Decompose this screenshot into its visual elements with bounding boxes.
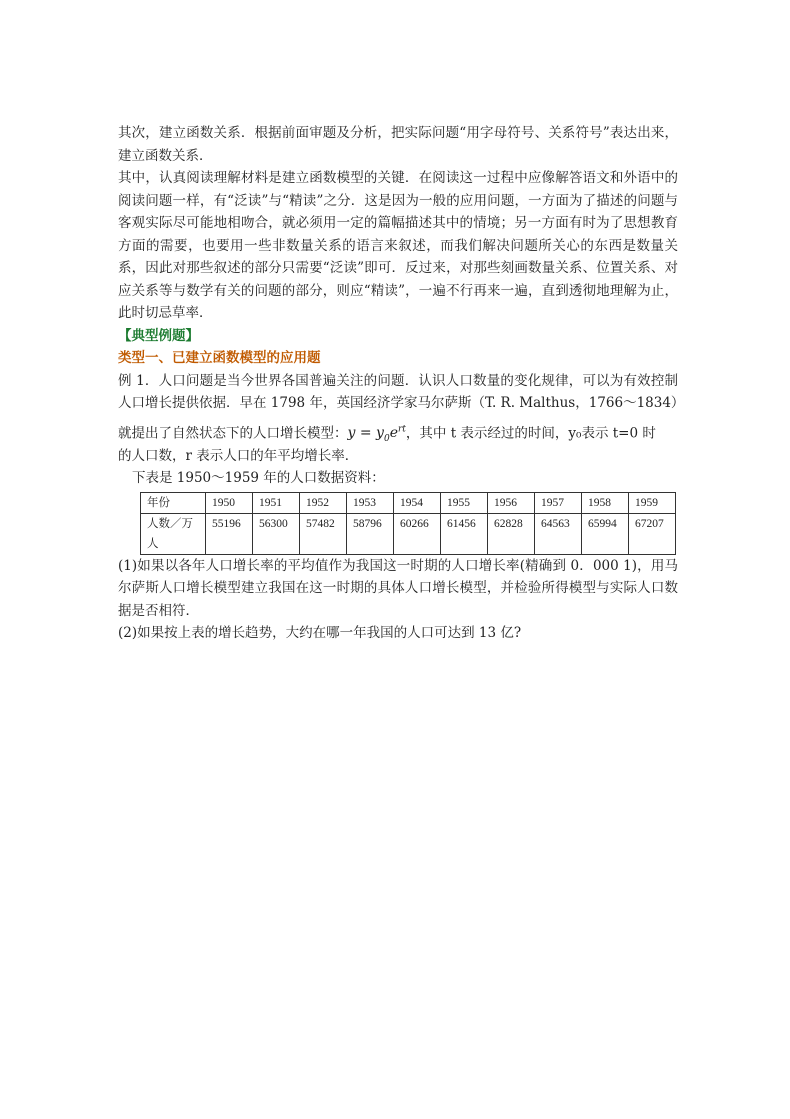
population-table: [140, 492, 676, 555]
table-row-population: [141, 513, 676, 554]
document-page: [118, 122, 685, 645]
table-cell-population: 56300: [253, 513, 300, 554]
table-cell-year: 1955: [441, 492, 488, 513]
paragraph-reading-key: 其中，认真阅读理解材料是建立函数模型的关键．在阅读这一过程中应像解答语文和外语中的阅读问题一样，有“泛读”与“精读”之分．这是因为一般的应用问题，一方面为了描述的问题与客观实际尽可能地相吻合，就必须用一定的篇幅描述其中的情境；另一方面有时为了思想教育方面的需要，也要用一些非数量关系的语言来叙述，而我们解决问题所关心的东西是数量关系，因此对那些叙述的部分只需要“泛读”即可．反过来，对那些刻画数量关系、位置关系、对应关系等与数学有关的问题的部分，则应“精读”，一遍不行再来一遍，直到透彻地理解为止，此时切忌草率．: [118, 170, 678, 321]
table-cell-year: 1951: [253, 492, 300, 513]
model-continuation: 的人口数，r 表示人口的年平均增长率．: [118, 447, 359, 464]
table-cell-year: 1953: [347, 492, 394, 513]
table-cell-population: 57482: [300, 513, 347, 554]
question-one: (1)如果以各年人口增长率的平均值作为我国这一时期的人口增长率(精确到 0．000 1)，用马尔萨斯人口增长模型建立我国在这一时期的具体人口增长模型，并检验所得模型与实际人口数据是否相符．: [118, 557, 678, 619]
table-header-year: 年份: [141, 492, 206, 513]
table-cell-year: 1950: [206, 492, 253, 513]
table-cell-population: 67207: [629, 513, 676, 554]
table-row-years: [141, 492, 676, 513]
table-cell-population: 62828: [488, 513, 535, 554]
table-header-population: 人数／万人: [141, 513, 206, 554]
table-cell-population: 61456: [441, 513, 488, 554]
table-cell-year: 1959: [629, 492, 676, 513]
table-cell-year: 1958: [582, 492, 629, 513]
question-two: (2)如果按上表的增长趋势，大约在哪一年我国的人口可达到 13 亿?: [118, 625, 522, 641]
table-cell-population: 64563: [535, 513, 582, 554]
table-cell-year: 1952: [300, 492, 347, 513]
heading-type-one: 类型一、已建立函数模型的应用题: [118, 350, 321, 366]
table-cell-year: 1954: [394, 492, 441, 513]
model-line: [118, 415, 678, 445]
table-cell-population: 58796: [347, 513, 394, 554]
malthus-formula: $y = y_0e^{rt}$: [347, 424, 406, 444]
paragraph-establish-function: 其次，建立函数关系．根据前面审题及分析，把实际问题“用字母符号、关系符号”表达出来，建立函数关系．: [118, 125, 678, 164]
table-cell-population: 60266: [394, 513, 441, 554]
model-prefix: 就提出了自然状态下的人口增长模型：: [118, 425, 348, 442]
model-suffix: ，其中 t 表示经过的时间，y₀表示 t=0 时: [405, 425, 656, 442]
example-intro: 例 1．人口问题是当今世界各国普遍关注的问题．认识人口数量的变化规律，可以为有效控制人口增长提供依据．早在 1798 年，英国经济学家马尔萨斯（T. R. Malthus，1766～1834）: [118, 372, 685, 411]
table-intro: 下表是 1950～1959 年的人口数据资料：: [132, 470, 385, 486]
heading-typical-examples: 【典型例题】: [118, 327, 199, 344]
table-cell-population: 65994: [582, 513, 629, 554]
table-cell-population: 55196: [206, 513, 253, 554]
table-cell-year: 1957: [535, 492, 582, 513]
table-cell-year: 1956: [488, 492, 535, 513]
